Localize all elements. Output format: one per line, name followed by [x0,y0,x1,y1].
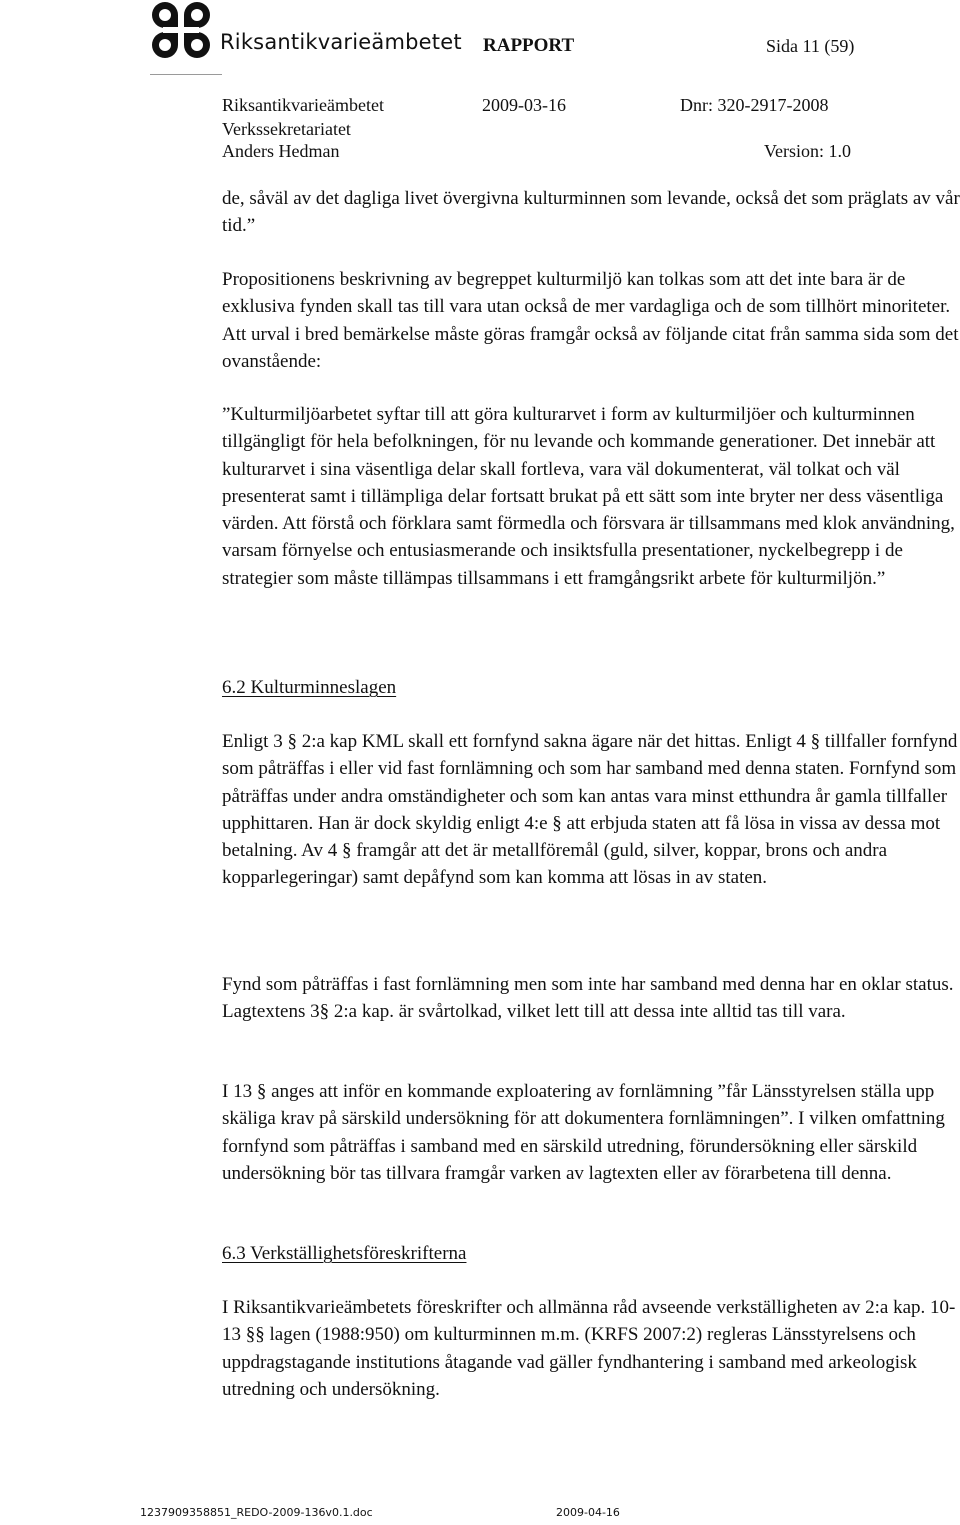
registration-number: Dnr: 320-2917-2008 [680,95,829,115]
footer-date: 2009-04-16 [556,1506,620,1519]
version: Version: 1.0 [764,141,851,161]
department: Verkssekretariatet [222,119,351,139]
paragraph: Enligt 3 § 2:a kap KML skall ett fornfynd sakna ägare när det hittas. Enligt 4 § tillfaller fornfynd som påträffas i eller vid fast fornlämning och som har samband med denna staten. Fornfynd som påträffas under andra omständigheter och som kan antas vara minst etthundra år gamla tillfaller upphittaren. Han är dock skyldig enligt 4:e § att erbjuda staten att få lösa in vissa av dessa mot betalning. Av 4 § framgår att det är metallföremål (guld, silver, koppar, brons och andra kopparlegeringar) samt depåfynd som kan komma att lösas in av staten. [222,731,958,889]
quatrefoil-logo-icon [150,2,212,58]
section-heading: 6.3 Verkställighetsföreskrifterna [222,1243,467,1264]
quote-paragraph: ”Kulturmiljöarbetet syftar till att göra kulturarvet i form av kulturmiljöer och kulturminnen tillgängligt för hela befolkningen, för nu levande och kommande generationer. Det innebär att kulturarvet i sina väsentliga delar skall fortleva, vara väl dokumenterat, väl tolkat och väl presenterat samt i tillämpliga delar fortsatt brukat på ett sätt som inte bryter ner dess väsentliga värden. Att förstå och förklara samt förmedla och försvara är tillsammans med klok användning, varsam förnyelse och entusiasmerande och insiktsfulla presentationer, nyckelbegrepp i de strategier som måste tillämpas tillsammans i ett framgångsrikt arbete för kulturmiljön.” [222,404,955,589]
page-number: Sida 11 (59) [766,36,855,56]
document-date: 2009-03-16 [482,95,566,115]
paragraph: Fynd som påträffas i fast fornlämning men som inte har samband med denna har en oklar status. Lagtextens 3§ 2:a kap. är svårtolkad, vilket lett till att dessa inte alltid tas till vara. [222,974,954,1023]
footer-filename: 1237909358851_REDO-2009-136v0.1.doc [140,1506,373,1519]
paragraph: Propositionens beskrivning av begreppet kulturmiljö kan tolkas som att det inte bara är de exklusiva fynden skall tas till vara utan också de mer vardagliga och de som tillhört minoriteter. Att urval i bred bemärkelse måste göras framgår också av följande citat från samma sida som det ovanstående: [222,269,959,372]
paragraph: de, såväl av det dagliga livet övergivna kulturminnen som levande, också det som präglats av vår tid.” [222,188,960,237]
author: Anders Hedman [222,141,340,161]
organization: Riksantikvarieämbetet [222,95,384,115]
header-divider [150,74,222,75]
paragraph: I 13 § anges att inför en kommande exploatering av fornlämning ”får Länsstyrelsen ställa upp skäliga krav på särskild undersökning för att dokumentera fornlämningen”. I vilken omfattning fornfynd som påträffas i samband med en särskild utredning, förundersökning eller särskild undersökning bör tas tillvara framgår varken av lagtexten eller av förarbetena till denna. [222,1081,945,1184]
logo-text: Riksantikvarieämbetet [220,30,462,54]
section-heading: 6.2 Kulturminneslagen [222,677,397,698]
paragraph: I Riksantikvarieämbetets föreskrifter och allmänna råd avseende verkställigheten av 2:a kap. 10-13 §§ lagen (1988:950) om kulturminnen m.m. (KRFS 2007:2) regleras Länsstyrelsens och uppdragstagande institutions åtagande vad gäller fyndhantering i samband med arkeologisk utredning och undersökning. [222,1297,956,1400]
document-type: RAPPORT [483,35,575,56]
